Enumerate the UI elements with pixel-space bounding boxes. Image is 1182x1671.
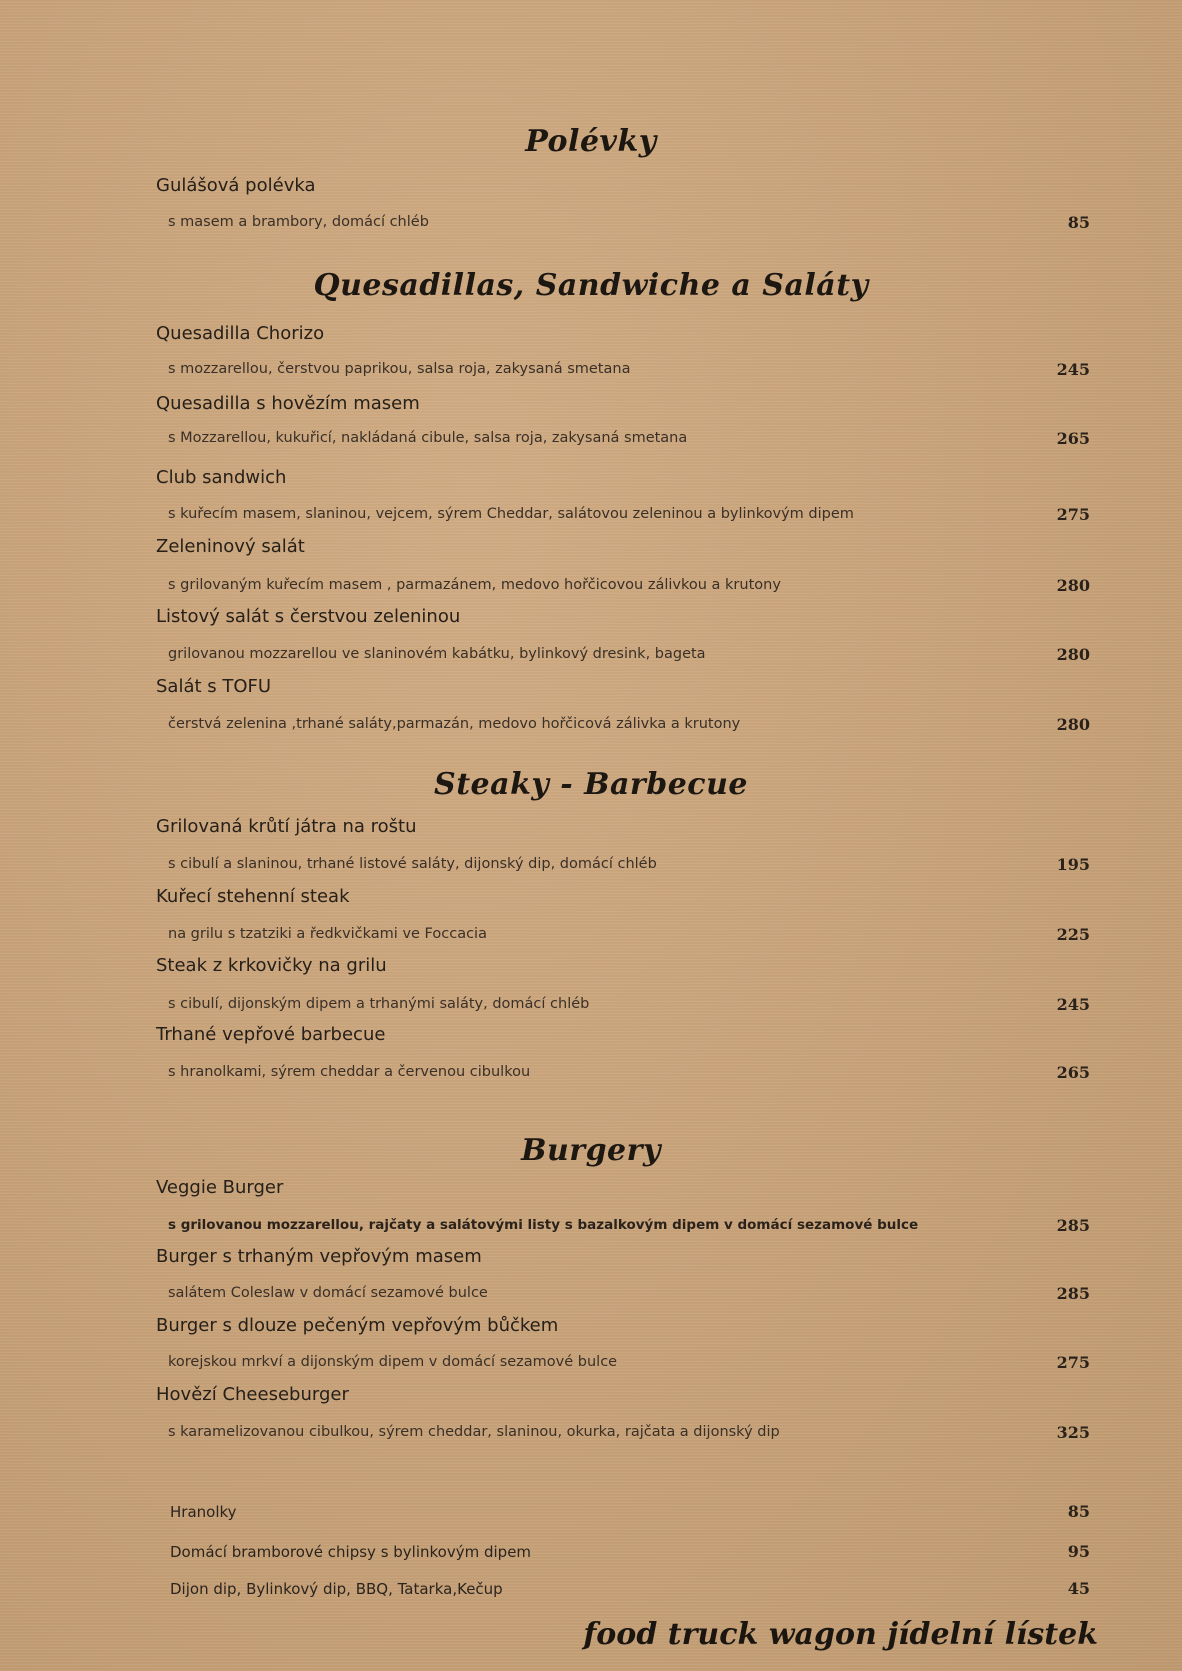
- item-name-kruti-jatra: Grilovaná krůtí játra na roštu: [156, 816, 417, 837]
- item-desc-burger-trhane: salátem Coleslaw v domácí sezamové bulce: [168, 1285, 488, 1301]
- side-price-chipsy: 95: [1067, 1542, 1090, 1561]
- item-name-listovy-salat: Listový salát s čerstvou zeleninou: [156, 606, 461, 627]
- side-price-hranolky: 85: [1067, 1502, 1090, 1521]
- item-desc-veggie-burger: s grilovanou mozzarellou, rajčaty a salátovými listy s bazalkovým dipem v domácí sezamové bulce: [168, 1217, 919, 1233]
- item-desc-salat-tofu: čerstvá zelenina ,trhané saláty,parmazán, medovo hořčicová zálivka a krutony: [168, 716, 741, 732]
- item-price-trhane-veprove: 265: [1056, 1063, 1090, 1082]
- item-name-hovezi-cheeseburger: Hovězí Cheeseburger: [156, 1384, 349, 1405]
- side-name-chipsy: Domácí bramborové chipsy s bylinkovým dipem: [170, 1543, 532, 1561]
- section-title-burgery: Burgery: [521, 1133, 661, 1168]
- item-price-steak-krkovicka: 245: [1056, 995, 1090, 1014]
- item-name-quesadilla-chorizo: Quesadilla Chorizo: [156, 323, 325, 344]
- section-title-polevky: Polévky: [525, 124, 657, 159]
- item-price-hovezi-cheeseburger: 325: [1056, 1423, 1090, 1442]
- item-desc-hovezi-cheeseburger: s karamelizovanou cibulkou, sýrem cheddar, slaninou, okurka, rajčata a dijonský dip: [168, 1424, 780, 1440]
- item-name-trhane-veprove: Trhané vepřové barbecue: [156, 1024, 386, 1045]
- item-price-burger-trhane: 285: [1056, 1284, 1090, 1303]
- item-name-veggie-burger: Veggie Burger: [156, 1177, 284, 1198]
- section-title-steaky: Steaky - Barbecue: [434, 767, 748, 802]
- item-desc-listovy-salat: grilovanou mozzarellou ve slaninovém kabátku, bylinkový dresink, bageta: [168, 646, 706, 662]
- item-price-gulasova-polevka: 85: [1067, 213, 1090, 232]
- item-desc-quesadilla-hovezi: s Mozzarellou, kukuřicí, nakládaná cibule, salsa roja, zakysaná smetana: [168, 430, 688, 446]
- item-desc-trhane-veprove: s hranolkami, sýrem cheddar a červenou cibulkou: [168, 1064, 531, 1080]
- item-price-veggie-burger: 285: [1056, 1216, 1090, 1235]
- item-price-listovy-salat: 280: [1056, 645, 1090, 664]
- item-desc-gulasova-polevka: s masem a brambory, domácí chléb: [168, 214, 429, 230]
- item-desc-burger-buckem: korejskou mrkví a dijonským dipem v domácí sezamové bulce: [168, 1354, 618, 1370]
- side-price-dipy: 45: [1067, 1579, 1090, 1598]
- item-desc-kureci-steak: na grilu s tzatziki a ředkvičkami ve Foccacia: [168, 926, 487, 942]
- item-name-burger-buckem: Burger s dlouze pečeným vepřovým bůčkem: [156, 1315, 559, 1336]
- item-name-kureci-steak: Kuřecí stehenní steak: [156, 886, 350, 907]
- item-desc-steak-krkovicka: s cibulí, dijonským dipem a trhanými saláty, domácí chléb: [168, 996, 590, 1012]
- item-price-quesadilla-hovezi: 265: [1056, 429, 1090, 448]
- item-name-quesadilla-hovezi: Quesadilla s hovězím masem: [156, 393, 420, 414]
- side-name-dipy: Dijon dip, Bylinkový dip, BBQ, Tatarka,Kečup: [170, 1580, 503, 1598]
- item-desc-kruti-jatra: s cibulí a slaninou, trhané listové saláty, dijonský dip, domácí chléb: [168, 856, 657, 872]
- item-name-gulasova-polevka: Gulášová polévka: [156, 175, 316, 196]
- item-name-steak-krkovicka: Steak z krkovičky na grilu: [156, 955, 387, 976]
- section-title-quesadillas: Quesadillas, Sandwiche a Saláty: [313, 268, 869, 303]
- item-desc-quesadilla-chorizo: s mozzarellou, čerstvou paprikou, salsa roja, zakysaná smetana: [168, 361, 631, 377]
- item-price-kureci-steak: 225: [1056, 925, 1090, 944]
- item-desc-club-sandwich: s kuřecím masem, slaninou, vejcem, sýrem Cheddar, salátovou zeleninou a bylinkovým dipem: [168, 506, 854, 522]
- item-price-burger-buckem: 275: [1056, 1353, 1090, 1372]
- item-name-burger-trhane: Burger s trhaným vepřovým masem: [156, 1246, 482, 1267]
- item-name-zeleninovy-salat: Zeleninový salát: [156, 536, 305, 557]
- item-name-club-sandwich: Club sandwich: [156, 467, 287, 488]
- item-price-kruti-jatra: 195: [1056, 855, 1090, 874]
- item-price-zeleninovy-salat: 280: [1056, 576, 1090, 595]
- item-name-salat-tofu: Salát s TOFU: [156, 676, 272, 697]
- side-name-hranolky: Hranolky: [170, 1503, 237, 1521]
- footer-title: food truck wagon jídelní lístek: [583, 1617, 1098, 1652]
- item-desc-zeleninovy-salat: s grilovaným kuřecím masem , parmazánem, medovo hořčicovou zálivkou a krutony: [168, 577, 781, 593]
- item-price-quesadilla-chorizo: 245: [1056, 360, 1090, 379]
- item-price-salat-tofu: 280: [1056, 715, 1090, 734]
- item-price-club-sandwich: 275: [1056, 505, 1090, 524]
